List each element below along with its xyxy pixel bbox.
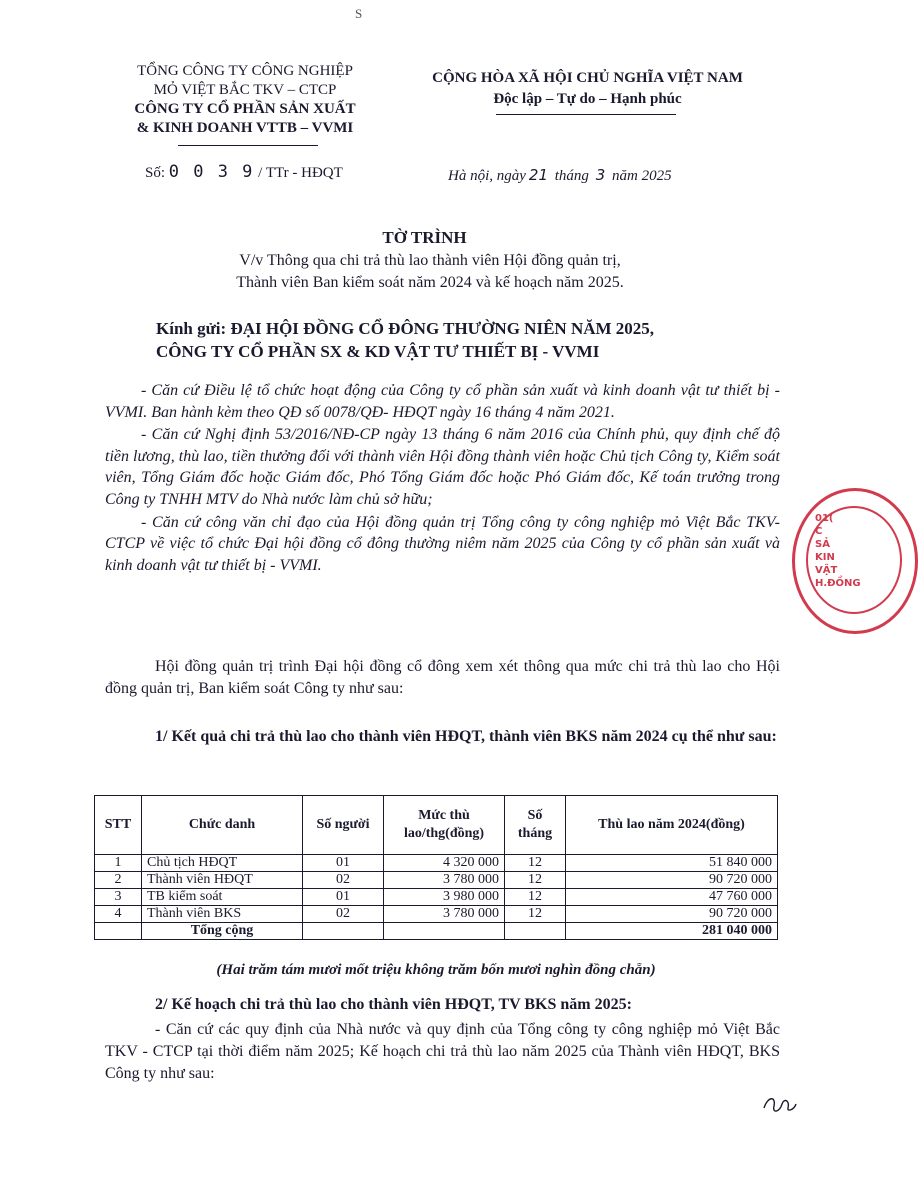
subject-line-1: V/v Thông qua chi trả thù lao thành viên Hội đồng quản trị,	[239, 252, 621, 269]
recipient-line-1: Kính gửi: ĐẠI HỘI ĐỒNG CỔ ĐÔNG THƯỜNG NIÊN NĂM 2025,	[156, 319, 655, 338]
cell-empty	[95, 923, 142, 940]
national-motto	[395, 68, 780, 110]
subject-line-2: Thành viên Ban kiểm soát năm 2024 và kế hoạch năm 2025.	[236, 274, 624, 291]
section-1-heading: 1/ Kết quả chi trả thù lao cho thành viên HĐQT, thành viên BKS năm 2024 cụ thể như sau:	[155, 728, 777, 745]
cell-total: 90 720 000	[566, 872, 778, 889]
recipient-line-2: CÔNG TY CỔ PHẦN SX & KD VẬT TƯ THIẾT BỊ - VVMI	[156, 342, 600, 361]
total-in-words: (Hai trăm tám mươi mốt triệu không trăm bốn mươi nghìn đồng chẵn)	[216, 962, 656, 978]
cell-empty	[303, 923, 384, 940]
seal-text-line: VẬT	[815, 565, 838, 576]
cell-months: 12	[505, 889, 566, 906]
cell-stt: 4	[95, 906, 142, 923]
cell-title: Thành viên BKS	[142, 906, 303, 923]
document-title: TỜ TRÌNH	[382, 228, 467, 247]
seal-text-line: C	[815, 526, 823, 537]
org-line-4: & KINH DOANH VTTB – VVMI	[136, 120, 354, 136]
total-label: Tổng cộng	[142, 923, 303, 940]
cell-title: Chủ tịch HĐQT	[142, 855, 303, 872]
cell-title: Thành viên HĐQT	[142, 872, 303, 889]
col-total: Thù lao năm 2024(đồng)	[566, 796, 778, 855]
col-count: Số người	[303, 796, 384, 855]
section-2-text: - Căn cứ các quy định của Nhà nước và quy định của Tổng công ty công nghiệp mỏ Việt Bắc TKV - CTCP tại thời điểm năm 2025; Kế hoạch chi trả thù lao năm 2025 của Thành viên HĐQT, BKS Công ty như sau:	[105, 1021, 780, 1082]
col-rate-line-2: lao/thg(đồng)	[403, 826, 485, 841]
handwritten-initials	[760, 1090, 800, 1120]
cell-months: 12	[505, 906, 566, 923]
doc-no-prefix: Số:	[145, 165, 166, 181]
basis-item: - Căn cứ công văn chỉ đạo của Hội đồng quản trị Tổng công ty công nghiệp mỏ Việt Bắc TKV-CTCP về việc tổ chức Đại hội đồng cổ đông thường niêm năm 2025 của Công ty cổ phần sản xuất và kinh doanh vật tư thiết bị - VVMI.	[105, 513, 780, 574]
col-months-line-2: tháng	[517, 826, 553, 841]
document-date	[448, 166, 672, 185]
date-month: 3	[595, 166, 606, 184]
document-number	[145, 162, 343, 182]
table-header-row	[95, 796, 778, 855]
col-rate-line-1: Mức thù	[418, 808, 470, 823]
issuing-organization	[110, 62, 380, 138]
cell-stt: 1	[95, 855, 142, 872]
cell-title: TB kiểm soát	[142, 889, 303, 906]
nation-line-1: CỘNG HÒA XÃ HỘI CHỦ NGHĨA VIỆT NAM	[432, 70, 743, 86]
legal-basis	[105, 380, 780, 577]
table-row	[95, 872, 778, 889]
date-day: 21	[528, 166, 549, 184]
nation-line-2: Độc lập – Tự do – Hạnh phúc	[493, 91, 682, 107]
col-title: Chức danh	[142, 796, 303, 855]
table-row	[95, 889, 778, 906]
seal-text-line: H.ĐỒNG	[815, 578, 861, 589]
col-stt: STT	[95, 796, 142, 855]
table-row	[95, 906, 778, 923]
col-months-line-1: Số	[527, 808, 543, 823]
cell-rate: 3 980 000	[384, 889, 505, 906]
document-subject	[150, 250, 710, 294]
recipient	[130, 317, 770, 363]
page-mark: S	[355, 6, 363, 21]
motto-underline	[496, 114, 676, 115]
cell-rate: 3 780 000	[384, 872, 505, 889]
date-month-label: tháng	[554, 168, 589, 184]
cell-empty	[384, 923, 505, 940]
col-months	[505, 796, 566, 855]
cell-total: 47 760 000	[566, 889, 778, 906]
seal-text-line: KIN	[815, 552, 835, 563]
cell-stt: 2	[95, 872, 142, 889]
table-row	[95, 855, 778, 872]
company-seal-text	[815, 512, 861, 590]
remuneration-table	[94, 795, 778, 940]
cell-empty	[505, 923, 566, 940]
seal-text-line: 01(	[815, 513, 834, 524]
section-2-heading: 2/ Kế hoạch chi trả thù lao cho thành viên HĐQT, TV BKS năm 2025:	[155, 996, 632, 1013]
col-rate	[384, 796, 505, 855]
date-year: năm 2025	[611, 168, 672, 184]
basis-item: - Căn cứ Điều lệ tổ chức hoạt động của Công ty cổ phần sản xuất và kinh doanh vật tư thiết bị - VVMI. Ban hành kèm theo QĐ số 0078/QĐ- HĐQT ngày 16 tháng 4 năm 2021.	[105, 382, 780, 421]
cell-rate: 3 780 000	[384, 906, 505, 923]
cell-rate: 4 320 000	[384, 855, 505, 872]
total-value: 281 040 000	[566, 923, 778, 940]
cell-count: 01	[303, 889, 384, 906]
org-line-3: CÔNG TY CỔ PHẦN SẢN XUẤT	[134, 101, 356, 117]
org-line-2: MỎ VIỆT BẮC TKV – CTCP	[153, 82, 337, 98]
cell-count: 02	[303, 906, 384, 923]
cell-stt: 3	[95, 889, 142, 906]
doc-no-handwritten: 0 0 3 9	[168, 162, 255, 182]
cell-total: 51 840 000	[566, 855, 778, 872]
seal-text-line: SẢ	[815, 539, 830, 550]
org-line-1: TỔNG CÔNG TY CÔNG NGHIỆP	[137, 63, 353, 79]
table-total-row	[95, 923, 778, 940]
cell-count: 01	[303, 855, 384, 872]
cell-months: 12	[505, 855, 566, 872]
date-prefix: Hà nội, ngày	[448, 168, 526, 184]
org-underline	[178, 145, 318, 146]
doc-no-suffix: / TTr - HĐQT	[258, 165, 343, 181]
cell-months: 12	[505, 872, 566, 889]
cell-count: 02	[303, 872, 384, 889]
intro-paragraph: Hội đồng quản trị trình Đại hội đồng cổ đông xem xét thông qua mức chi trả thù lao cho Hội đồng quản trị, Ban kiểm soát Công ty như sau:	[105, 658, 780, 697]
cell-total: 90 720 000	[566, 906, 778, 923]
basis-item: - Căn cứ Nghị định 53/2016/NĐ-CP ngày 13 tháng 6 năm 2016 của Chính phủ, quy định chế độ tiền lương, thù lao, tiền thưởng đối với thành viên Hội đồng thành viên hoặc Chủ tịch Công ty, Kiểm soát viên, Tổng Giám đốc hoặc Giám đốc, Phó Tổng Giám đốc hoặc Phó Giám đốc, Kế toán trưởng trong Công ty TNHH MTV do Nhà nước làm chủ sở hữu;	[105, 426, 780, 508]
